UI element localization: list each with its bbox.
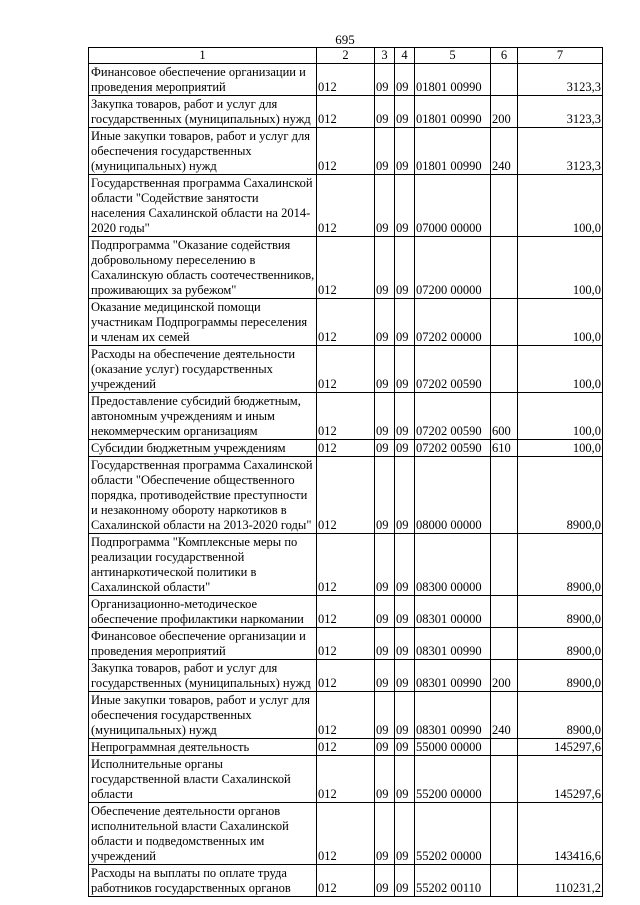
header-cell: 3 [375, 48, 395, 64]
table-row [89, 64, 603, 96]
target-article-cell: 07202 00000 [415, 299, 491, 346]
target-article-cell: 08301 00990 [415, 660, 491, 692]
ministry-code-cell: 012 [317, 534, 375, 596]
expense-type-cell: 240 [491, 692, 518, 739]
table-row [89, 692, 603, 739]
subsection-cell: 09 [395, 64, 415, 96]
subsection-cell: 09 [395, 865, 415, 897]
target-article-cell: 01801 00990 [415, 96, 491, 128]
target-article-cell: 55200 00000 [415, 756, 491, 803]
section-cell: 09 [375, 346, 395, 393]
target-article-cell: 55202 00110 [415, 865, 491, 897]
target-article-cell: 07202 00590 [415, 346, 491, 393]
table-row [89, 175, 603, 237]
ministry-code-cell: 012 [317, 865, 375, 897]
section-cell: 09 [375, 64, 395, 96]
ministry-code-cell: 012 [317, 175, 375, 237]
target-article-cell: 08300 00000 [415, 534, 491, 596]
target-article-cell: 07200 00000 [415, 237, 491, 299]
amount-cell: 100,0 [518, 346, 603, 393]
target-article-cell: 07000 00000 [415, 175, 491, 237]
amount-cell: 3123,3 [518, 128, 603, 175]
table-row [89, 756, 603, 803]
subsection-cell: 09 [395, 175, 415, 237]
section-cell: 09 [375, 534, 395, 596]
target-article-cell: 08301 00990 [415, 692, 491, 739]
amount-cell: 8900,0 [518, 457, 603, 534]
ministry-code-cell: 012 [317, 756, 375, 803]
section-cell: 09 [375, 440, 395, 457]
row-name-cell: Расходы на выплаты по оплате труда работников государственных органов [89, 865, 317, 897]
subsection-cell: 09 [395, 128, 415, 175]
expense-type-cell [491, 534, 518, 596]
target-article-cell: 01801 00990 [415, 64, 491, 96]
ministry-code-cell: 012 [317, 346, 375, 393]
subsection-cell: 09 [395, 739, 415, 756]
section-cell: 09 [375, 739, 395, 756]
amount-cell: 8900,0 [518, 596, 603, 628]
row-name-cell: Оказание медицинской помощи участникам Подпрограммы переселения и членам их семей [89, 299, 317, 346]
expense-type-cell: 600 [491, 393, 518, 440]
row-name-cell: Организационно-методическое обеспечение профилактики наркомании [89, 596, 317, 628]
row-name-cell: Закупка товаров, работ и услуг для государственных (муниципальных) нужд [89, 96, 317, 128]
section-cell: 09 [375, 299, 395, 346]
ministry-code-cell: 012 [317, 393, 375, 440]
section-cell: 09 [375, 393, 395, 440]
row-name-cell: Финансовое обеспечение организации и проведения мероприятий [89, 64, 317, 96]
table-row [89, 628, 603, 660]
expense-type-cell [491, 237, 518, 299]
section-cell: 09 [375, 457, 395, 534]
table-row [89, 346, 603, 393]
section-cell: 09 [375, 237, 395, 299]
table-row [89, 440, 603, 457]
table-row [89, 660, 603, 692]
amount-cell: 8900,0 [518, 660, 603, 692]
section-cell: 09 [375, 692, 395, 739]
ministry-code-cell: 012 [317, 440, 375, 457]
subsection-cell: 09 [395, 660, 415, 692]
amount-cell: 100,0 [518, 440, 603, 457]
table-row [89, 596, 603, 628]
ministry-code-cell: 012 [317, 660, 375, 692]
header-cell: 5 [415, 48, 491, 64]
subsection-cell: 09 [395, 596, 415, 628]
expense-type-cell [491, 756, 518, 803]
target-article-cell: 55202 00000 [415, 803, 491, 865]
section-cell: 09 [375, 660, 395, 692]
header-cell: 7 [518, 48, 603, 64]
section-cell: 09 [375, 628, 395, 660]
expense-type-cell [491, 803, 518, 865]
row-name-cell: Непрограммная деятельность [89, 739, 317, 756]
subsection-cell: 09 [395, 346, 415, 393]
ministry-code-cell: 012 [317, 628, 375, 660]
amount-cell: 100,0 [518, 393, 603, 440]
row-name-cell: Обеспечение деятельности органов исполнительной власти Сахалинской области и подведомственных им учреждений [89, 803, 317, 865]
expense-type-cell [491, 865, 518, 897]
section-cell: 09 [375, 865, 395, 897]
row-name-cell: Государственная программа Сахалинской области "Обеспечение общественного порядка, противодействие преступности и незаконному обороту наркотиков в Сахалинской области на 2013-2020 годы" [89, 457, 317, 534]
row-name-cell: Закупка товаров, работ и услуг для государственных (муниципальных) нужд [89, 660, 317, 692]
target-article-cell: 08301 00000 [415, 596, 491, 628]
subsection-cell: 09 [395, 534, 415, 596]
section-cell: 09 [375, 175, 395, 237]
row-name-cell: Подпрограмма "Оказание содействия добровольному переселению в Сахалинскую область соотечественников, проживающих за рубежом" [89, 237, 317, 299]
table-row [89, 457, 603, 534]
ministry-code-cell: 012 [317, 237, 375, 299]
section-cell: 09 [375, 756, 395, 803]
subsection-cell: 09 [395, 237, 415, 299]
amount-cell: 8900,0 [518, 534, 603, 596]
ministry-code-cell: 012 [317, 596, 375, 628]
subsection-cell: 09 [395, 803, 415, 865]
subsection-cell: 09 [395, 96, 415, 128]
ministry-code-cell: 012 [317, 692, 375, 739]
row-name-cell: Иные закупки товаров, работ и услуг для обеспечения государственных (муниципальных) нужд [89, 692, 317, 739]
table-row [89, 299, 603, 346]
expense-type-cell [491, 299, 518, 346]
expense-type-cell [491, 457, 518, 534]
expense-type-cell [491, 175, 518, 237]
ministry-code-cell: 012 [317, 457, 375, 534]
amount-cell: 100,0 [518, 237, 603, 299]
table-row [89, 739, 603, 756]
table-row [89, 237, 603, 299]
amount-cell: 100,0 [518, 175, 603, 237]
table-row [89, 865, 603, 897]
ministry-code-cell: 012 [317, 739, 375, 756]
subsection-cell: 09 [395, 692, 415, 739]
target-article-cell: 07202 00590 [415, 440, 491, 457]
header-cell: 6 [491, 48, 518, 64]
ministry-code-cell: 012 [317, 803, 375, 865]
expense-type-cell [491, 596, 518, 628]
amount-cell: 110231,2 [518, 865, 603, 897]
ministry-code-cell: 012 [317, 128, 375, 175]
header-cell: 2 [317, 48, 375, 64]
expense-type-cell [491, 739, 518, 756]
subsection-cell: 09 [395, 440, 415, 457]
subsection-cell: 09 [395, 756, 415, 803]
row-name-cell: Субсидии бюджетным учреждениям [89, 440, 317, 457]
expense-type-cell [491, 346, 518, 393]
section-cell: 09 [375, 96, 395, 128]
amount-cell: 8900,0 [518, 692, 603, 739]
subsection-cell: 09 [395, 299, 415, 346]
row-name-cell: Предоставление субсидий бюджетным, автономным учреждениям и иным некоммерческим организациям [89, 393, 317, 440]
target-article-cell: 55000 00000 [415, 739, 491, 756]
table-row [89, 96, 603, 128]
table-row [89, 128, 603, 175]
budget-table [88, 47, 603, 897]
row-name-cell: Иные закупки товаров, работ и услуг для обеспечения государственных (муниципальных) нужд [89, 128, 317, 175]
row-name-cell: Исполнительные органы государственной власти Сахалинской области [89, 756, 317, 803]
row-name-cell: Финансовое обеспечение организации и проведения мероприятий [89, 628, 317, 660]
expense-type-cell [491, 64, 518, 96]
header-cell: 4 [395, 48, 415, 64]
amount-cell: 3123,3 [518, 96, 603, 128]
table-header-row [89, 48, 603, 64]
target-article-cell: 08000 00000 [415, 457, 491, 534]
target-article-cell: 08301 00990 [415, 628, 491, 660]
table-row [89, 534, 603, 596]
page-number: 695 [335, 32, 355, 47]
table-row [89, 393, 603, 440]
amount-cell: 145297,6 [518, 756, 603, 803]
amount-cell: 3123,3 [518, 64, 603, 96]
ministry-code-cell: 012 [317, 299, 375, 346]
subsection-cell: 09 [395, 393, 415, 440]
amount-cell: 145297,6 [518, 739, 603, 756]
target-article-cell: 01801 00990 [415, 128, 491, 175]
expense-type-cell: 610 [491, 440, 518, 457]
ministry-code-cell: 012 [317, 96, 375, 128]
ministry-code-cell: 012 [317, 64, 375, 96]
row-name-cell: Подпрограмма "Комплексные меры по реализации государственной антинаркотической политики в Сахалинской области" [89, 534, 317, 596]
row-name-cell: Государственная программа Сахалинской области "Содействие занятости населения Сахалинской области на 2014-2020 годы" [89, 175, 317, 237]
expense-type-cell: 200 [491, 660, 518, 692]
section-cell: 09 [375, 803, 395, 865]
amount-cell: 8900,0 [518, 628, 603, 660]
amount-cell: 100,0 [518, 299, 603, 346]
section-cell: 09 [375, 596, 395, 628]
header-cell: 1 [89, 48, 317, 64]
expense-type-cell [491, 628, 518, 660]
subsection-cell: 09 [395, 628, 415, 660]
expense-type-cell: 240 [491, 128, 518, 175]
row-name-cell: Расходы на обеспечение деятельности (оказание услуг) государственных учреждений [89, 346, 317, 393]
table-row [89, 803, 603, 865]
section-cell: 09 [375, 128, 395, 175]
target-article-cell: 07202 00590 [415, 393, 491, 440]
amount-cell: 143416,6 [518, 803, 603, 865]
subsection-cell: 09 [395, 457, 415, 534]
expense-type-cell: 200 [491, 96, 518, 128]
